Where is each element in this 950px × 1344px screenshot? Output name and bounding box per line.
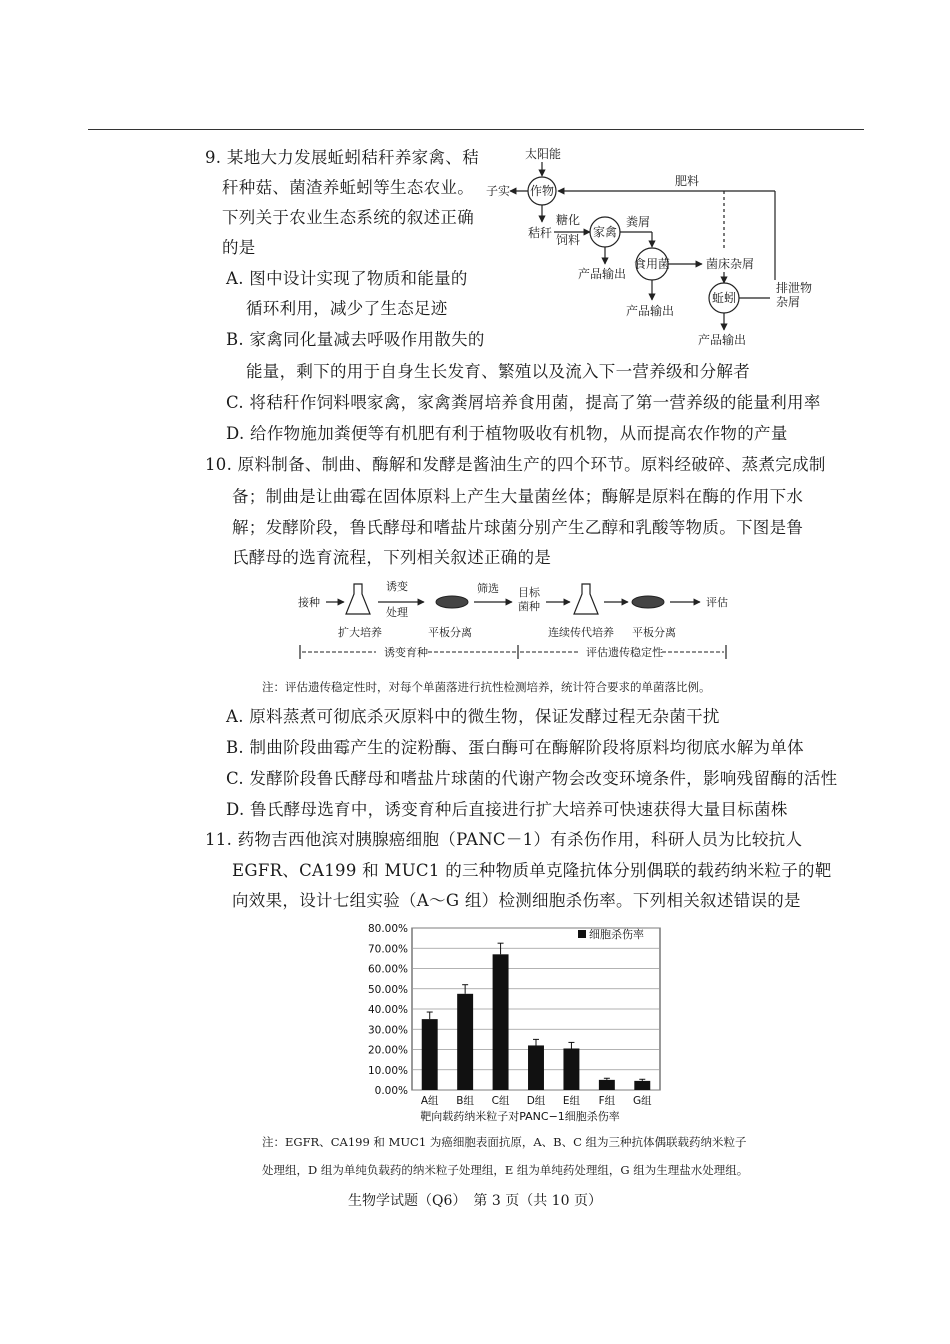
- q10-option-a: A. 原料蒸煮可彻底杀灭原料中的微生物，保证发酵过程无杂菌干扰: [226, 707, 720, 726]
- y-tick-label: 20.00%: [367, 1044, 408, 1057]
- caption-expand: 扩大培养: [338, 626, 382, 639]
- bar: [457, 994, 473, 1090]
- q9-option-b-line2: 能量，剩下的用于自身生长发育、繁殖以及流入下一营养级和分解者: [246, 362, 750, 381]
- chart-bars: [422, 943, 651, 1090]
- label-excreta2: 杂屑: [776, 295, 801, 309]
- q10-option-c: C. 发酵阶段鲁氏酵母和嗜盐片球菌的代谢产物会改变环境条件，影响残留酶的活性: [226, 769, 838, 788]
- q10-stem-line4: 氏酵母的选育流程，下列相关叙述正确的是: [232, 548, 552, 567]
- q9-option-b-line1: B. 家禽同化量减去呼吸作用散失的: [226, 330, 485, 349]
- x-tick-label: D组: [526, 1095, 546, 1107]
- label-manure: 粪屑: [626, 215, 651, 229]
- label-out1: 产品输出: [578, 267, 627, 281]
- legend-label: 细胞杀伤率: [589, 928, 644, 941]
- q11-stem-line1: 11. 药物吉西他滨对胰腺癌细胞（PANC－1）有杀伤作用，科研人员为比较抗人: [205, 830, 803, 849]
- flask-icon-1: [346, 584, 370, 614]
- x-tick-label: G组: [632, 1095, 652, 1107]
- span-mutation-breeding: 诱变育种: [384, 646, 428, 659]
- label-poultry: 家禽: [592, 225, 618, 239]
- label-seed: 子实: [486, 184, 511, 198]
- q9-option-a-line1: A. 图中设计实现了物质和能量的: [226, 269, 468, 288]
- bar: [634, 1081, 650, 1090]
- cell-kill-rate-chart: [360, 918, 680, 1128]
- q9-stem-line4: 的是: [222, 238, 256, 257]
- q10-stem-line3: 解；发酵阶段，鲁氏酵母和嗜盐片球菌分别产生乙醇和乳酸等物质。下图是鲁: [232, 518, 804, 537]
- q9-option-c: C. 将秸秆作饲料喂家禽，家禽粪屑培养食用菌，提高了第一营养级的能量利用率: [226, 393, 821, 412]
- y-tick-label: 50.00%: [367, 983, 408, 996]
- label-out2: 产品输出: [626, 304, 675, 318]
- q9-option-a-line2: 循环利用，减少了生态足迹: [246, 299, 448, 318]
- q9-stem-line2: 秆种菇、菌渣养蚯蚓等生态农业。: [222, 178, 474, 197]
- label-saccharify: 糖化: [556, 213, 581, 227]
- q10-note: 注：评估遗传稳定性时，对每个单菌落进行抗性检测培养，统计符合要求的单菌落比例。: [262, 680, 711, 694]
- bar: [599, 1080, 615, 1090]
- x-tick-label: F组: [598, 1095, 616, 1107]
- label-target2: 菌种: [518, 600, 540, 613]
- x-tick-label: E组: [562, 1095, 580, 1107]
- page-footer: 生物学试题（Q6） 第 3 页（共 10 页）: [348, 1193, 602, 1209]
- y-tick-label: 40.00%: [367, 1004, 408, 1016]
- label-target1: 目标: [518, 586, 540, 599]
- y-tick-label: 60.00%: [367, 963, 408, 976]
- header-rule: [88, 129, 864, 130]
- label-evaluate: 评估: [706, 596, 728, 609]
- q9-stem-line1: 9. 某地大力发展蚯蚓秸秆养家禽、秸: [205, 148, 479, 167]
- label-inoculate: 接种: [298, 596, 320, 609]
- q11-stem-line3: 向效果，设计七组实验（A～G 组）检测细胞杀伤率。下列相关叙述错误的是: [232, 891, 801, 910]
- x-tick-label: B组: [456, 1095, 475, 1107]
- q11-note-line2: 处理组，D 组为单纯负载药的纳米粒子处理组，E 组为单纯药处理组，G 组为生理盐水处理组。: [262, 1163, 749, 1177]
- y-tick-label: 80.00%: [367, 923, 408, 935]
- label-mutate1: 诱变: [386, 580, 408, 593]
- caption-passage: 连续传代培养: [548, 626, 614, 639]
- chart-x-ticks: [421, 1095, 652, 1107]
- yeast-breeding-flow: [290, 578, 750, 670]
- q9-stem-line3: 下列关于农业生态系统的叙述正确: [222, 208, 474, 227]
- span-stability-eval: 评估遗传稳定性: [586, 646, 663, 659]
- q10-stem-line2: 备；制曲是让曲霉在固体原料上产生大量菌丝体；酶解是原料在酶的作用下水: [232, 487, 804, 506]
- q10-option-d: D. 鲁氏酵母选育中，诱变育种后直接进行扩大培养可快速获得大量目标菌株: [226, 800, 788, 819]
- bar: [422, 1019, 438, 1090]
- label-screen: 筛选: [477, 582, 499, 595]
- label-fertilizer: 肥料: [675, 174, 700, 188]
- label-feed: 饲料: [556, 233, 581, 247]
- q9-option-d: D. 给作物施加粪便等有机肥有利于植物吸收有机物，从而提高农作物的产量: [226, 424, 788, 443]
- legend-swatch: [578, 930, 586, 938]
- label-mutate2: 处理: [386, 606, 408, 619]
- label-earthworm: 蚯蚓: [711, 291, 737, 305]
- caption-plate2: 平板分离: [632, 626, 676, 639]
- label-crop: 作物: [529, 184, 555, 198]
- label-straw: 秸秆: [528, 226, 553, 240]
- plate-icon-1: [436, 596, 468, 608]
- caption-plate1: 平板分离: [428, 626, 472, 639]
- y-tick-label: 70.00%: [367, 943, 408, 956]
- x-tick-label: C组: [491, 1095, 510, 1107]
- bar: [563, 1048, 579, 1090]
- y-tick-label: 30.00%: [367, 1024, 408, 1037]
- bar: [493, 954, 509, 1090]
- bar: [528, 1045, 544, 1090]
- x-tick-label: A组: [420, 1095, 439, 1107]
- plate-icon-2: [632, 596, 664, 608]
- label-sun: 太阳能: [525, 147, 562, 161]
- chart-y-ticks: [368, 923, 408, 1097]
- q11-stem-line2: EGFR、CA199 和 MUC1 的三种物质单克隆抗体分别偶联的载药纳米粒子的靶: [232, 861, 832, 880]
- y-tick-label: 10.00%: [367, 1064, 408, 1077]
- flask-icon-2: [574, 584, 598, 614]
- label-excreta1: 排泄物: [776, 281, 813, 295]
- agro-ecosystem-diagram: [480, 140, 820, 350]
- label-mushroom: 食用菌: [633, 257, 671, 271]
- y-tick-label: 0.00%: [374, 1085, 408, 1097]
- q11-note-line1: 注：EGFR、CA199 和 MUC1 为癌细胞表面抗原，A、B、C 组为三种抗体偶联载药纳米粒子: [262, 1135, 747, 1149]
- q10-option-b: B. 制曲阶段曲霉产生的淀粉酶、蛋白酶可在酶解阶段将原料均彻底水解为单体: [226, 738, 804, 757]
- label-out3: 产品输出: [698, 333, 747, 347]
- chart-x-axis-label: 靶向载药纳米粒子对PANC−1细胞杀伤率: [420, 1110, 620, 1123]
- q10-stem-line1: 10. 原料制备、制曲、酶解和发酵是酱油生产的四个环节。原料经破碎、蒸煮完成制: [205, 455, 826, 474]
- label-bed-waste: 菌床杂屑: [706, 257, 755, 271]
